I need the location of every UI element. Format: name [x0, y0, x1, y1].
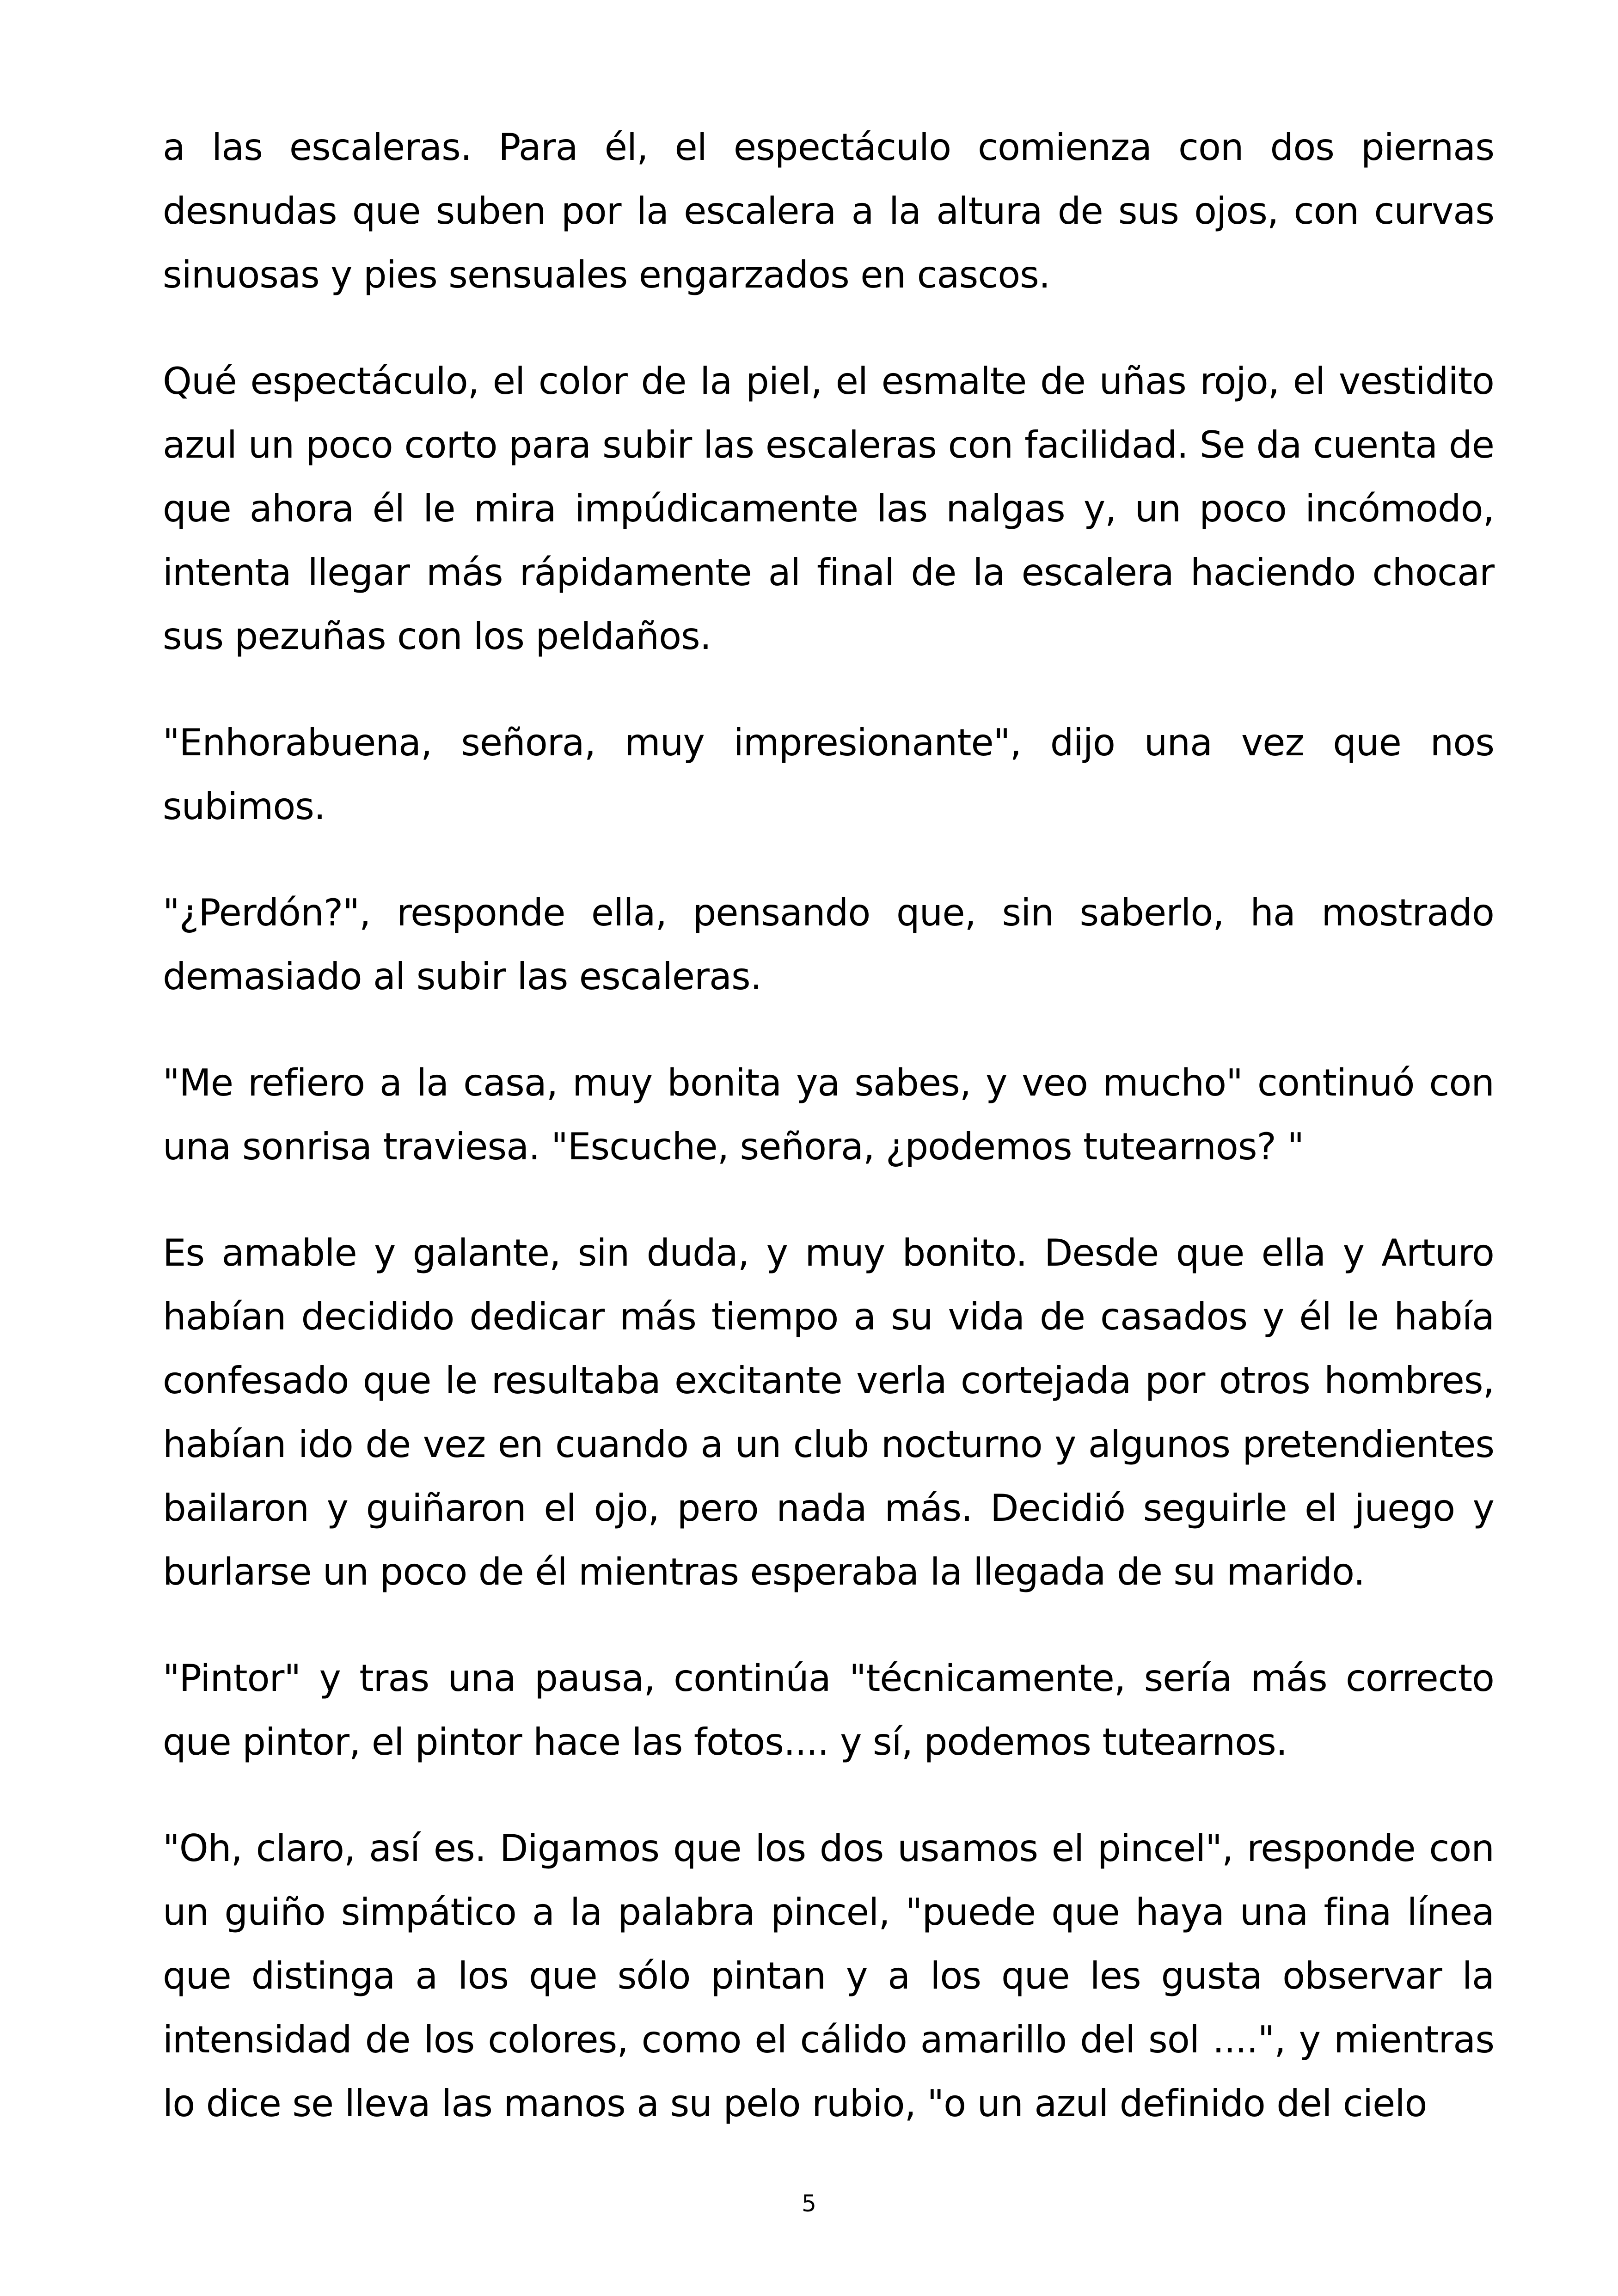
paragraph: "Me refiero a la casa, muy bonita ya sabes, y veo mucho" continuó con una sonrisa traviesa. "Escuche, señora, ¿podemos tutearnos? ": [163, 1061, 1494, 1168]
paragraph: "¿Perdón?", responde ella, pensando que, sin saberlo, ha mostrado demasiado al subir las escaleras.: [163, 891, 1494, 998]
paragraph: "Enhorabuena, señora, muy impresionante", dijo una vez que nos subimos.: [163, 721, 1494, 828]
paragraph: a las escaleras. Para él, el espectáculo comienza con dos piernas desnudas que suben por la escalera a la altura de sus ojos, con curvas sinuosas y pies sensuales engarzados en cascos.: [163, 126, 1494, 296]
paragraph: "Oh, claro, así es. Digamos que los dos usamos el pincel", responde con un guiño simpático a la palabra pincel, "puede que haya una fina línea que distinga a los que sólo pintan y a los que les gusta observar la intensidad de los colores, como el cálido amarillo del sol ....", y mientras lo dice se lleva las manos a su pelo rubio, "o un azul definido del cielo: [163, 1827, 1494, 2125]
paragraph: Es amable y galante, sin duda, y muy bonito. Desde que ella y Arturo habían decidido dedicar más tiempo a su vida de casados y él le había confesado que le resultaba excitante verla cortejada por otros hombres, habían ido de vez en cuando a un club nocturno y algunos pretendientes bailaron y guiñaron el ojo, pero nada más. Decidió seguirle el juego y burlarse un poco de él mientras esperaba la llegada de su marido.: [163, 1231, 1494, 1593]
page-number: 5: [802, 2190, 816, 2217]
paragraph: Qué espectáculo, el color de la piel, el esmalte de uñas rojo, el vestidito azul un poco corto para subir las escaleras con facilidad. Se da cuenta de que ahora él le mira impúdicamente las nalgas y, un poco incómodo, intenta llegar más rápidamente al final de la escalera haciendo chocar sus pezuñas con los peldaños.: [163, 360, 1494, 658]
page-body: [163, 116, 1494, 2178]
paragraph: "Pintor" y tras una pausa, continúa "técnicamente, sería más correcto que pintor, el pintor hace las fotos.... y sí, podemos tutearnos.: [163, 1657, 1494, 1763]
